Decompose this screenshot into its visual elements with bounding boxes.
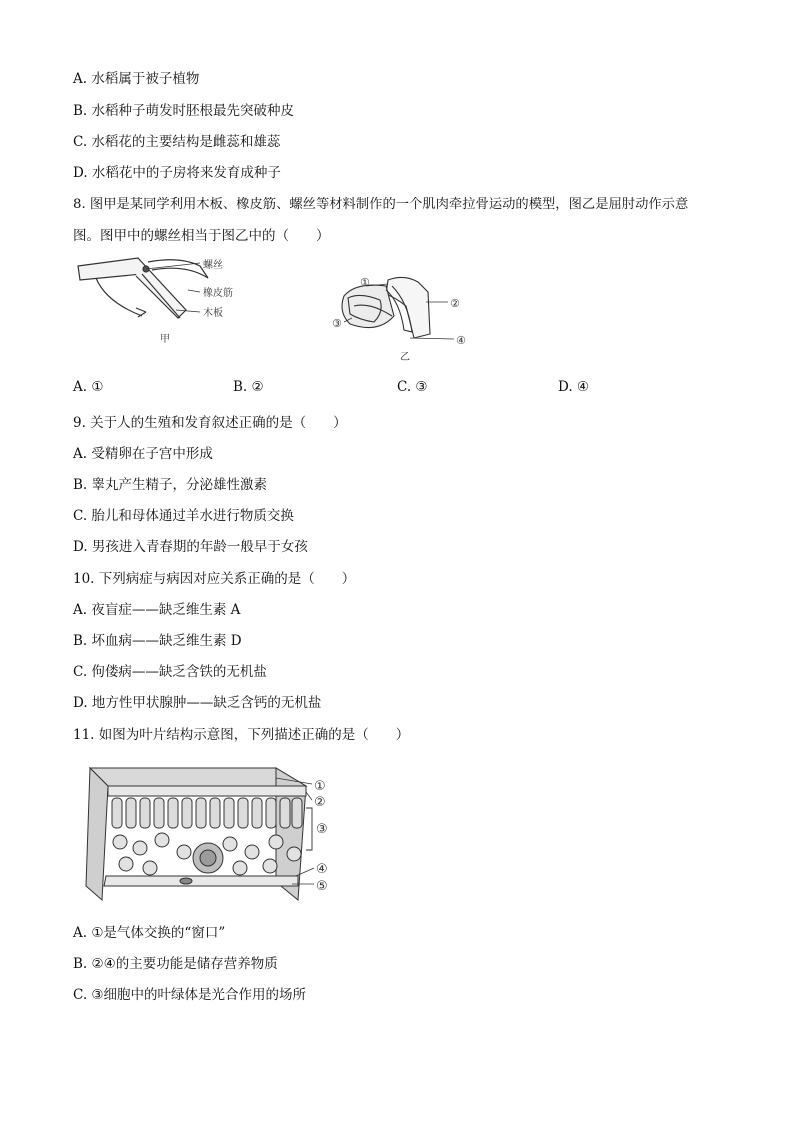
q9-stem: 9. 关于人的生殖和发育叙述正确的是（ ） [73, 415, 347, 431]
yi-label-2: ② [450, 297, 460, 310]
yi-label-4: ④ [456, 334, 466, 347]
jia-label-screw: 螺丝 [203, 260, 223, 271]
q7-option-a: A. 水稻属于被子植物 [73, 71, 200, 87]
leaf-label-4: ④ [316, 862, 328, 877]
q11-option-a: A. ①是气体交换的“窗口” [73, 925, 226, 941]
leaf-label-5: ⑤ [316, 879, 328, 894]
jia-label-rubber-band: 橡皮筋 [203, 288, 233, 299]
q11-option-b: B. ②④的主要功能是储存营养物质 [73, 956, 278, 972]
q8-stem-line1: 8. 图甲是某同学利用木板、橡皮筋、螺丝等材料制作的一个肌肉牵拉骨运动的模型，图乙是屈肘动作示意 [73, 197, 689, 212]
figure-jia-muscle-model [76, 252, 286, 352]
jia-label-board: 木板 [203, 308, 223, 319]
q7-option-c: C. 水稻花的主要结构是雌蕊和雄蕊 [73, 134, 281, 150]
q8-option-a: A. ① [73, 379, 104, 395]
q10-option-b: B. 坏血病——缺乏维生素 D [73, 633, 242, 649]
q11-option-c: C. ③细胞中的叶绿体是光合作用的场所 [73, 987, 307, 1003]
yi-label-1: ① [360, 276, 370, 289]
q8-option-b: B. ② [233, 379, 264, 395]
q10-option-d: D. 地方性甲状腺肿——缺乏含钙的无机盐 [73, 695, 322, 711]
jia-caption: 甲 [160, 334, 170, 345]
q9-option-d: D. 男孩进入青春期的年龄一般早于女孩 [73, 539, 308, 555]
yi-caption: 乙 [400, 352, 410, 363]
q9-option-c: C. 胎儿和母体通过羊水进行物质交换 [73, 508, 294, 524]
yi-label-3: ③ [332, 317, 342, 330]
q8-option-d: D. ④ [558, 379, 590, 395]
leaf-label-3: ③ [316, 822, 328, 837]
figure-yi-elbow-flexion [330, 272, 480, 364]
figure-leaf-structure [80, 758, 350, 908]
leaf-label-1: ① [314, 779, 326, 794]
q8-option-c: C. ③ [397, 379, 428, 395]
q9-option-b: B. 睾丸产生精子，分泌雄性激素 [73, 477, 268, 493]
q11-stem: 11. 如图为叶片结构示意图，下列描述正确的是（ ） [73, 727, 410, 743]
q10-option-c: C. 佝偻病——缺乏含铁的无机盐 [73, 664, 267, 680]
q9-option-a: A. 受精卵在子宫中形成 [73, 446, 213, 462]
leaf-label-2: ② [314, 795, 326, 810]
q10-option-a: A. 夜盲症——缺乏维生素 A [73, 602, 241, 618]
q8-stem-line2: 图。图甲中的螺丝相当于图乙中的（ ） [73, 228, 330, 244]
q7-option-d: D. 水稻花中的子房将来发育成种子 [73, 165, 281, 181]
q10-stem: 10. 下列病症与病因对应关系正确的是（ ） [73, 571, 356, 587]
q7-option-b: B. 水稻种子萌发时胚根最先突破种皮 [73, 103, 295, 119]
